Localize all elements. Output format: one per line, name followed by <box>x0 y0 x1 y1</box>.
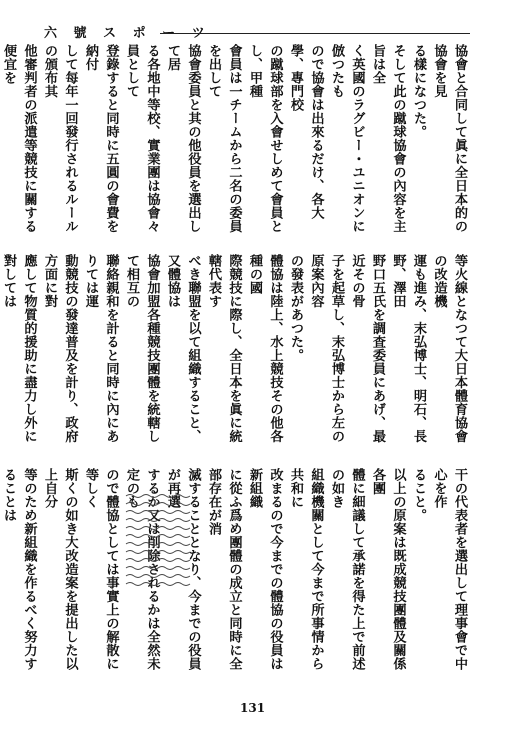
text-column: 體に細議して承諾を得た上で前述の如き <box>329 468 365 671</box>
text-column: 運も進み、末弘博士、明石、長野、澤田 <box>390 254 426 443</box>
text-column: して每年一回發行されるルールの頒布其 <box>42 44 78 233</box>
text-band-middle <box>1 254 469 454</box>
wavy-divider <box>124 492 196 592</box>
running-head: 六 號 ス ポ ー ツ <box>44 26 211 41</box>
text-column: 改まるので今までの體協の役員は新組織 <box>247 468 283 671</box>
header-rule <box>160 33 470 34</box>
text-column: る樣になつた。 <box>411 44 426 139</box>
text-column: 以上の原案は既成競技團體及關係各團 <box>370 468 406 671</box>
text-column: 協會委員と其の他役員を選出して居 <box>165 44 201 233</box>
text-column: 應して物質的援助に盡力し外に對しては <box>1 254 37 443</box>
text-column: 干の代表者を選出して理事會で中心を作 <box>431 468 467 671</box>
text-column: 滅することとなり、今までの役員が再選 <box>165 468 201 671</box>
text-column: するか又は削除されるかは全然未定のも <box>124 468 160 671</box>
text-column: 動競技の發達普及を計り、政府方面に對 <box>42 254 78 443</box>
text-column: に從ふ爲め團體の成立と同時に全部存在が消 <box>206 468 242 671</box>
text-column: 野口五氏を調査委員にあげ、最近その骨 <box>349 254 385 443</box>
text-column: 協會加盟各種競技團體を統轄して相互の <box>124 254 160 443</box>
text-column: 他審判者の派遣等競技に關する便宜を <box>1 44 37 233</box>
text-column: 際競技に際し、全日本を眞に統轄代表す <box>206 254 242 443</box>
text-column: 斯くの如き大改造案を提出した以上自分 <box>42 468 78 671</box>
text-band-bottom <box>1 468 469 678</box>
text-column: く英國のラグビー・ユニオンに倣つたも <box>329 44 365 233</box>
text-column: 會員は一チームから二名の委員を出して <box>206 44 242 233</box>
text-column: ので體協としては事實上の解散に等しく <box>83 468 119 671</box>
text-column: 等火線となつて大日本體育協會の改造機 <box>431 254 467 443</box>
text-column: 體協は陸上、水上競技その他各種の國 <box>247 254 283 443</box>
text-column: の蹴球部を入會せしめて會員とし、甲種 <box>247 44 283 233</box>
text-column: る各地中等校、實業團は協會々員として <box>124 44 160 233</box>
text-column: の發表があつた。 <box>288 254 303 362</box>
text-column: 協會と合同して眞に全日本的の協會を見 <box>431 44 467 233</box>
text-column: 聯絡親和を計ると同時に內にありては運 <box>83 254 119 443</box>
text-column: 等のため新組織を作るべく努力することは <box>1 468 37 671</box>
page-number: 131 <box>240 701 266 715</box>
text-column: ること。 <box>411 468 426 522</box>
text-column: べき聯盟を以て組織すること、又體協は <box>165 254 201 443</box>
text-band-top <box>1 44 469 244</box>
text-column: 組織機關として今まで所事情から共和に <box>288 468 324 671</box>
text-column: 登錄すると同時に五圓の會費を納付 <box>83 44 119 233</box>
text-column: ので協會は出來るだけ、各大學、專門校 <box>288 44 324 220</box>
text-column: そして此の蹴球協會の內容を主旨は全 <box>370 44 406 233</box>
text-column: 子を起草し、末弘博士から左の原案內容 <box>308 254 344 443</box>
